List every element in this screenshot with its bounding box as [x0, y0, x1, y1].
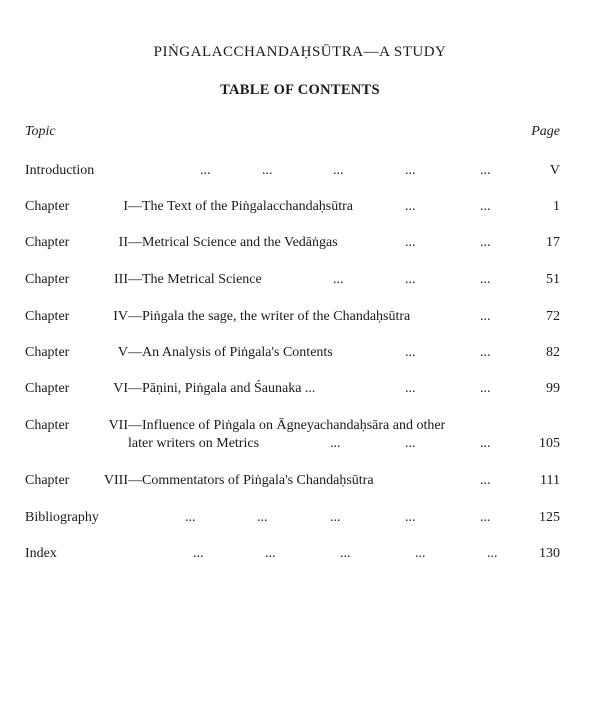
entry-page: 17 — [546, 235, 560, 250]
entry-label: Chapter — [25, 272, 70, 287]
entry-label: Chapter — [25, 345, 70, 360]
entry-page: 72 — [546, 309, 560, 324]
entry-title: —The Text of the Piṅgalacchandaḥsūtra — [128, 199, 354, 214]
column-page: Page — [531, 124, 560, 139]
chapter-number: V — [117, 345, 128, 360]
entry-page: 105 — [539, 436, 560, 451]
chapter-number: I — [123, 199, 128, 214]
entry-label: Bibliography — [25, 510, 99, 525]
entry-page: 82 — [546, 345, 560, 360]
entry-title: —Metrical Science and the Vedāṅgas — [128, 235, 338, 250]
chapter-number: VIII — [103, 473, 128, 488]
toc-heading: TABLE OF CONTENTS — [220, 82, 380, 98]
entry-label: Introduction — [25, 163, 95, 178]
entry-title-continued: later writers on Metrics — [128, 436, 260, 451]
entry-label: Chapter — [25, 309, 70, 324]
column-topic: Topic — [25, 124, 56, 139]
entry-label: Chapter — [25, 381, 70, 396]
entry-label: Chapter — [25, 199, 70, 214]
entry-title: —An Analysis of Piṅgala's Contents — [128, 345, 333, 360]
entry-page: 51 — [546, 272, 560, 287]
chapter-number: II — [118, 235, 128, 250]
chapter-number: III — [114, 272, 128, 287]
book-title: PIṄGALACCHANDAḤSŪTRA—A STUDY — [153, 44, 447, 60]
chapter-number: VI — [113, 381, 128, 396]
entry-title: —Commentators of Piṅgala's Chandaḥsūtra — [128, 473, 374, 488]
entry-page: V — [549, 163, 560, 178]
entry-label: Index — [25, 546, 57, 561]
entry-page: 99 — [546, 381, 560, 396]
entry-title: —Piṅgala the sage, the writer of the Chandaḥsūtra — [128, 309, 411, 324]
entry-page: 111 — [540, 473, 560, 488]
entry-page: 1 — [553, 199, 560, 214]
entry-label: Chapter — [25, 418, 70, 433]
entry-label: Chapter — [25, 235, 70, 250]
entry-title: —Pāṇini, Piṅgala and Śaunaka ... — [128, 381, 316, 396]
chapter-number: VII — [108, 418, 128, 433]
entry-page: 125 — [539, 510, 560, 525]
entry-title: —Influence of Piṅgala on Āgneyachandaḥsāra and other — [128, 418, 446, 433]
entry-page: 130 — [539, 546, 560, 561]
chapter-number: IV — [113, 309, 128, 324]
entry-label: Chapter — [25, 473, 70, 488]
entry-title: —The Metrical Science — [128, 272, 262, 287]
